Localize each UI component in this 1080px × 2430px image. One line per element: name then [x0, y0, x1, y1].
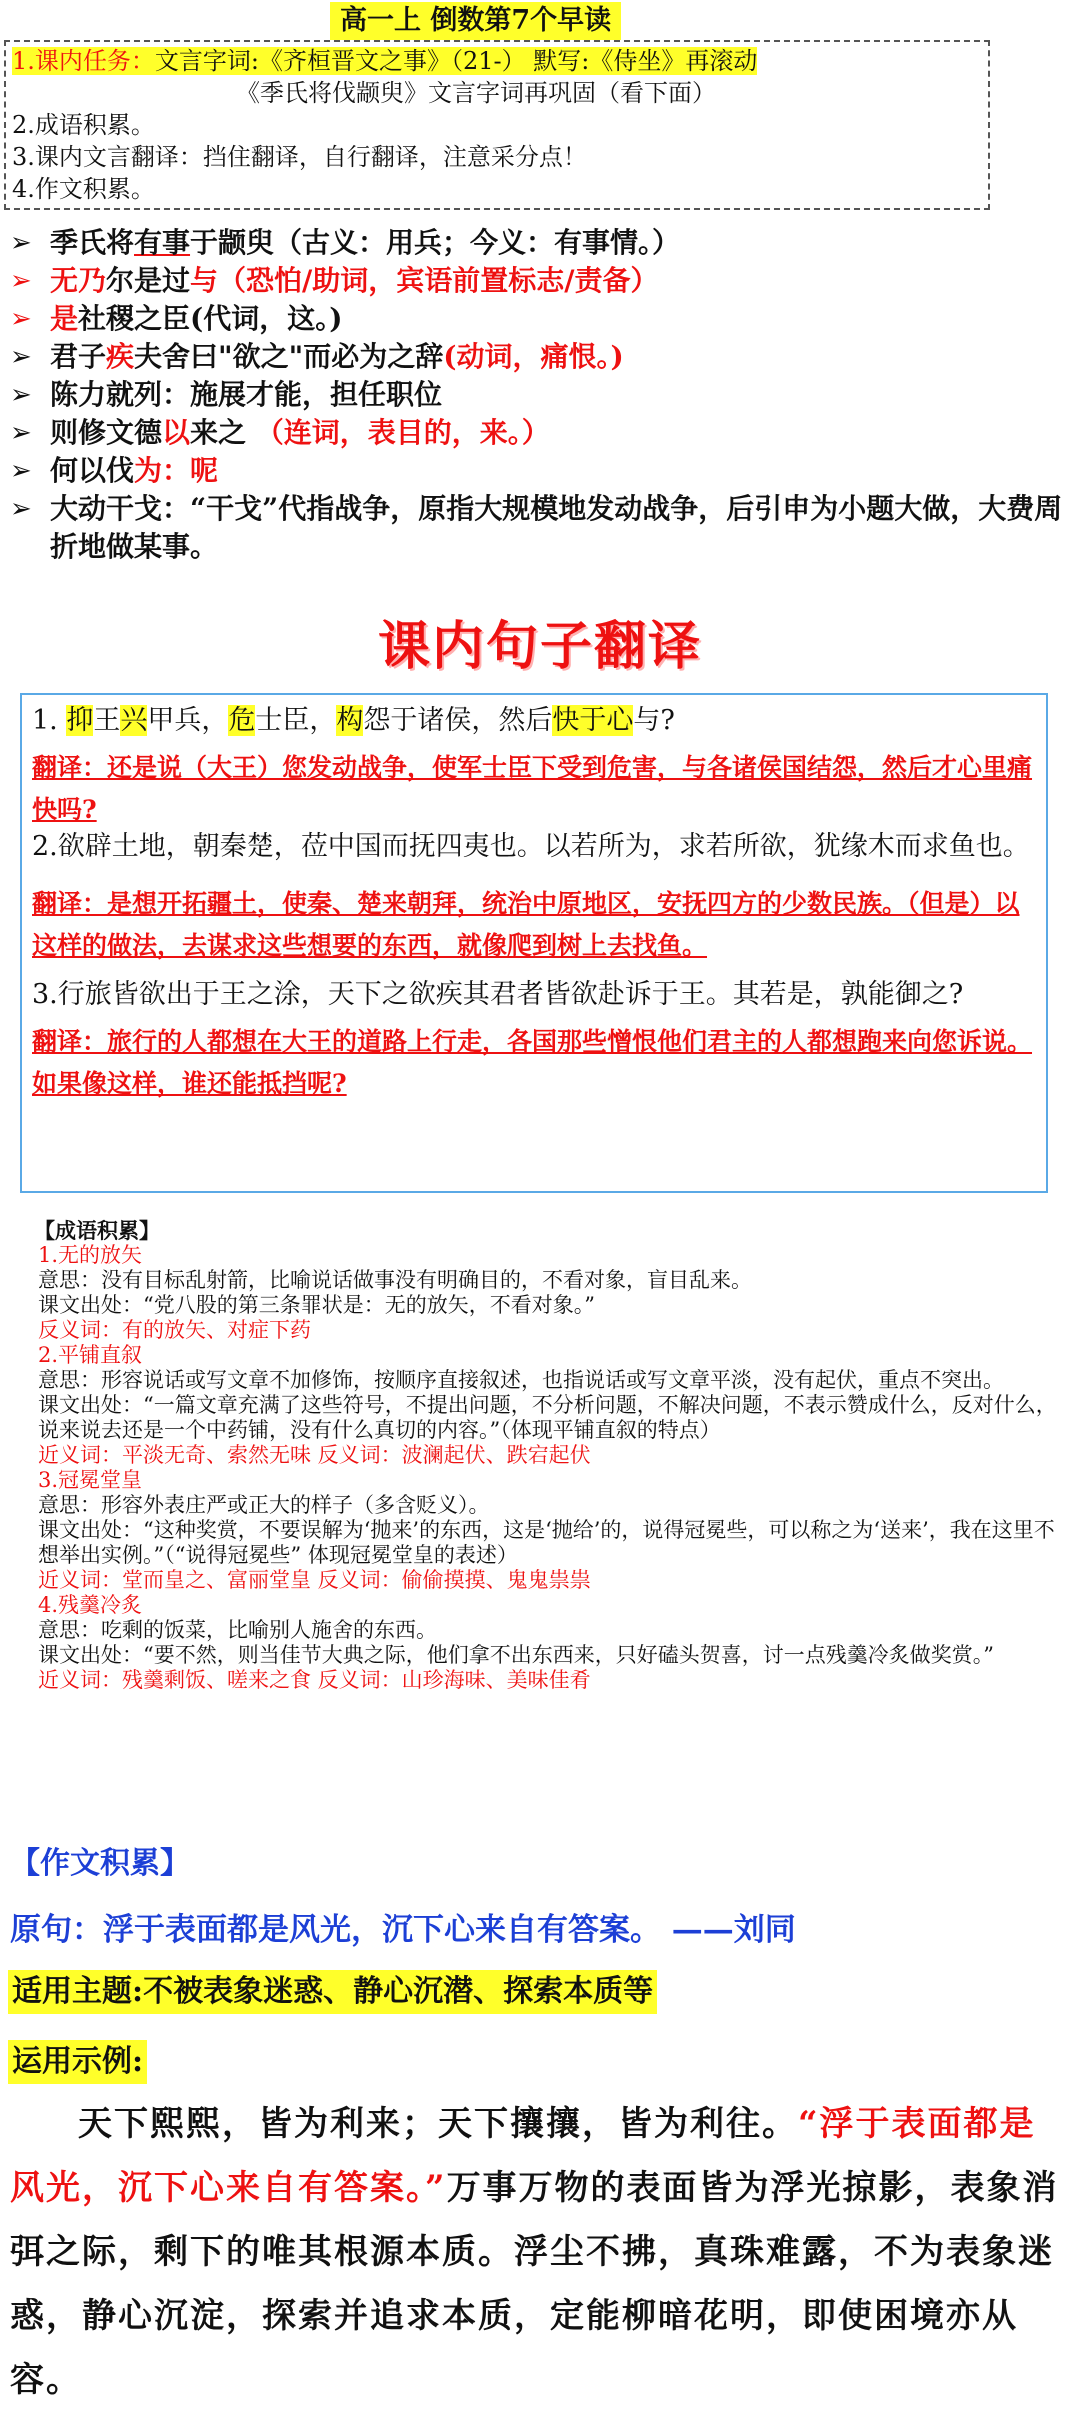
arrow-bullet-icon: ➢ [10, 456, 32, 486]
sentence-key: 兴 [120, 705, 148, 736]
sentence-2: 2.欲辟土地，朝秦楚，莅中国而抚四夷也。以若所为，求若所欲，犹缘木而求鱼也。 [32, 831, 1030, 862]
vocab-text: 何以伐 [50, 454, 135, 487]
translation-box [20, 693, 1048, 1193]
sentence-text: 怨于诸侯，然后 [363, 705, 553, 736]
translation-1: 翻译：还是说（大王）您发动战争，使军士臣下受到危害，与各诸侯国结怨，然后才心里痛快吗? [32, 753, 1033, 824]
task-3: 3.课内文言翻译：挡住翻译，自行翻译，注意采分点！ [12, 143, 587, 171]
vocab-item [6, 262, 1074, 300]
vocab-text: 夫舍曰"欲之"而必为之辞 [134, 340, 444, 373]
vocab-text: 陈力就列：施展才能，担任职位 [50, 378, 443, 411]
idiom-meaning: 意思：形容说话或写文章不加修饰，按顺序直接叙述，也指说话或写文章平淡，没有起伏，重点不突出。 [38, 1368, 1004, 1392]
idiom-meaning: 意思：没有目标乱射箭，比喻说话做事没有明确目的，不看对象，盲目乱来。 [38, 1268, 752, 1292]
idiom-heading: 【成语积累】 [34, 1218, 160, 1243]
vocab-key: 是 [50, 302, 79, 335]
vocab-key: 疾 [106, 340, 135, 373]
idiom-related: 近义词：平淡无奇、索然无味 反义词：波澜起伏、跌宕起伏 [38, 1443, 591, 1467]
vocab-item [6, 300, 1074, 338]
vocab-note: （连词，表目的，来。） [255, 416, 550, 449]
example-quote: “浮于表面都是风光，沉下心来自有答案。” [10, 2104, 1036, 2208]
essay-theme: 适用主题:不被表象迷惑、静心沉潜、探索本质等 [8, 1970, 657, 2014]
idiom-related: 近义词：堂而皇之、富丽堂皇 反义词：偷偷摸摸、鬼鬼祟祟 [38, 1568, 591, 1592]
vocab-list [6, 224, 1074, 566]
section-title: 课内句子翻译 [377, 617, 702, 677]
sentence-key: 构 [336, 705, 364, 736]
vocab-text: 尔是过 [106, 264, 191, 297]
arrow-bullet-icon: ➢ [10, 342, 32, 372]
vocab-key: 为：呢 [134, 454, 219, 487]
essay-example [10, 2092, 1070, 2412]
vocab-key: 以 [162, 416, 191, 449]
idiom-title: 1.无的放矢 [38, 1243, 143, 1267]
sentence-text: 1. [32, 705, 67, 736]
task1-text: 文言字词:《齐桓晋文之事》（21-） 默写:《侍坐》再滚动 [154, 47, 758, 75]
vocab-note: 与（恐怕/助词，宾语前置标志/责备） [190, 264, 659, 297]
sentence-key: 快于心 [552, 705, 634, 736]
vocab-text: 大动干戈：“干戈”代指战争，原指大规模地发动战争，后引申为小题大做，大费周折地做某事。 [50, 492, 1063, 563]
arrow-bullet-icon: ➢ [10, 228, 32, 258]
essay-example-label: 运用示例: [8, 2040, 147, 2084]
idiom-source: 课文出处：“这种奖赏，不要误解为‘抛来’的东西，这是‘抛给’的，说得冠冕些，可以称之为‘送来’，我在这里不想举出实例。”（“说得冠冕些” 体现冠冕堂皇的表述） [38, 1518, 1055, 1567]
arrow-bullet-icon: ➢ [10, 494, 32, 524]
idiom-source: 课文出处：“一篇文章充满了这些符号，不提出问题，不分析问题，不解决问题，不表示赞成什么，反对什么，说来说去还是一个中药铺，没有什么真切的内容。”（体现平铺直叙的特点） [38, 1393, 1057, 1442]
vocab-key: 有事 [134, 226, 191, 259]
page-title: 高一上 倒数第7个早读 [330, 2, 621, 40]
task-1 [12, 46, 757, 76]
vocab-note: (动词，痛恨。) [443, 340, 624, 373]
vocab-text: 则修文德 [50, 416, 163, 449]
sentence-text: 士臣， [255, 705, 337, 736]
idiom-section [28, 1218, 1074, 1693]
vocab-item [6, 376, 1074, 414]
sentence-text: 王 [93, 705, 121, 736]
task1-label: 1.课内任务： [12, 47, 155, 75]
task-4: 4.作文积累。 [12, 175, 155, 203]
vocab-text: 社稷之臣(代词，这。) [78, 302, 343, 335]
task-box [4, 40, 990, 210]
arrow-bullet-icon: ➢ [10, 266, 32, 296]
essay-heading: 【作文积累】 [10, 1846, 190, 1881]
translation-3: 翻译：旅行的人都想在大王的道路上行走，各国那些憎恨他们君主的人都想跑来向您诉说。如果像这样，谁还能抵挡呢? [32, 1027, 1033, 1098]
vocab-note: 于颛臾（古义：用兵；今义：有事情。） [190, 226, 681, 259]
arrow-bullet-icon: ➢ [10, 418, 32, 448]
example-text: 天下熙熙，皆为利来；天下攘攘，皆为利往。 [78, 2104, 798, 2144]
idiom-related: 近义词：残羹剩饭、嗟来之食 反义词：山珍海味、美味佳肴 [38, 1668, 591, 1692]
idiom-meaning: 意思：形容外表庄严或正大的样子（多含贬义）。 [38, 1493, 490, 1517]
vocab-item [6, 224, 1074, 262]
vocab-item [6, 452, 1074, 490]
vocab-item [6, 338, 1074, 376]
sentence-key: 危 [228, 705, 256, 736]
arrow-bullet-icon: ➢ [10, 304, 32, 334]
vocab-item [6, 490, 1074, 566]
essay-original: 原句：浮于表面都是风光，沉下心来自有答案。 ——刘同 [10, 1912, 796, 1948]
vocab-item [6, 414, 1074, 452]
vocab-text: 来之 [190, 416, 256, 449]
idiom-title: 4.残羹冷炙 [38, 1593, 143, 1617]
idiom-source: 课文出处：“要不然，则当佳节大典之际，他们拿不出东西来，只好磕头贺喜，讨一点残羹冷炙做奖赏。” [38, 1643, 994, 1667]
arrow-bullet-icon: ➢ [10, 380, 32, 410]
example-text: 万事万物的表面皆为浮光掠影，表象消弭之际，剩下的唯其根源本质。浮尘不拂，真珠难露，不为表象迷惑，静心沉淀，探索并追求本质，定能柳暗花明，即使困境亦从容。 [10, 2168, 1059, 2400]
task-2: 2.成语积累。 [12, 111, 155, 139]
sentence-key: 抑 [66, 705, 94, 736]
sentence-text: 甲兵， [147, 705, 229, 736]
sentence-1 [32, 701, 675, 741]
vocab-key: 无乃 [50, 264, 107, 297]
vocab-text: 季氏将 [50, 226, 135, 259]
translation-2: 翻译：是想开拓疆土，使秦、楚来朝拜，统治中原地区，安抚四方的少数民族。（但是）以这样的做法，去谋求这些想要的东西，就像爬到树上去找鱼。 [32, 889, 1020, 960]
idiom-title: 2.平铺直叙 [38, 1343, 143, 1367]
sentence-text: 与? [633, 705, 675, 736]
idiom-source: 课文出处：“党八股的第三条罪状是：无的放矢，不看对象。” [38, 1293, 595, 1317]
idiom-related: 反义词：有的放矢、对症下药 [38, 1318, 311, 1342]
task1-sub: 《季氏将伐颛臾》文言字词再巩固（看下面） [236, 79, 716, 107]
idiom-title: 3.冠冕堂皇 [38, 1468, 143, 1492]
vocab-text: 君子 [50, 340, 107, 373]
idiom-meaning: 意思：吃剩的饭菜，比喻别人施舍的东西。 [38, 1618, 437, 1642]
sentence-3: 3.行旅皆欲出于王之涂，天下之欲疾其君者皆欲赴诉于王。其若是，孰能御之? [32, 979, 964, 1010]
